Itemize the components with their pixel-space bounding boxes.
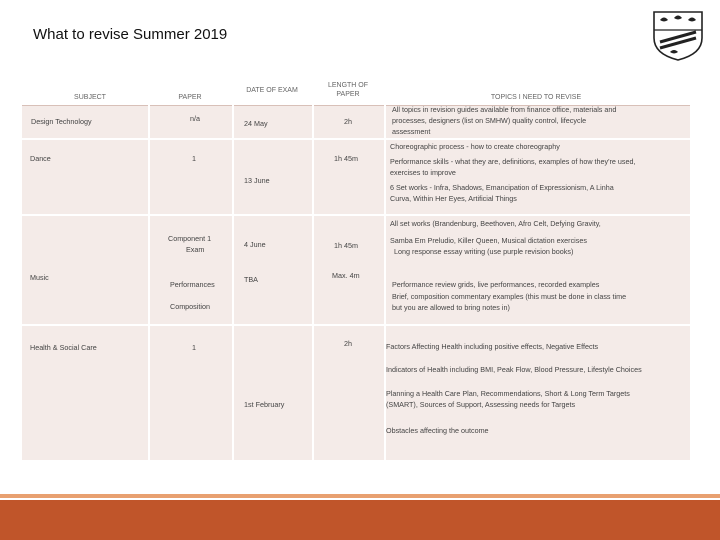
paper-value: Exam [186,245,205,254]
row-divider [22,324,690,326]
topic-line: Curva, Within Her Eyes, Artificial Things [390,194,517,203]
page-title: What to revise Summer 2019 [33,26,228,43]
topic-line: exercises to improve [390,168,456,177]
topic-line: All set works (Brandenburg, Beethoven, Afro Celt, Defying Gravity, [390,219,601,228]
paper-value: Performances [170,280,215,289]
paper-value: Component 1 [168,234,212,243]
topic-line: (SMART), Sources of Support, Assessing needs for Targets [386,400,576,409]
row-divider [22,138,690,140]
header-date: DATE OF EXAM [246,87,298,94]
header-paper: PAPER [178,94,202,101]
topic-line: Performance review grids, live performances, recorded examples [392,280,600,289]
paper-length: Max. 4m [332,271,360,280]
column-divider [232,76,234,460]
header-subject: SUBJECT [74,94,106,101]
subject-design-technology: Design Technology [31,117,92,126]
footer-band [0,500,720,540]
paper-value: 1 [192,343,196,352]
column-divider [148,76,150,460]
topic-line: Long response essay writing (use purple revision books) [394,247,574,256]
topic-line: Choreographic process - how to create choreography [390,142,560,151]
topic-line: assessment [392,127,431,136]
topic-line: Performance skills - what they are, definitions, examples of how they're used, [390,157,636,166]
column-divider [312,76,314,460]
topic-line: Planning a Health Care Plan, Recommendations, Short & Long Term Targets [386,389,630,398]
topic-line: Indicators of Health including BMI, Peak Flow, Blood Pressure, Lifestyle Choices [386,365,642,374]
exam-date: 4 June [244,240,266,249]
paper-value: Composition [170,302,210,311]
exam-date: 13 June [244,176,270,185]
topic-line: All topics in revision guides available from finance office, materials and [392,105,617,114]
header-length-line1: LENGTH OF [327,82,369,89]
subject-music: Music [30,273,49,282]
exam-date: TBA [244,275,258,284]
paper-length: 2h [344,339,352,348]
topic-line: processes, designers (list on SMHW) quality control, lifecycle [392,116,587,125]
paper-value: n/a [190,114,200,123]
subject-health-social-care: Health & Social Care [30,343,97,352]
topic-line: Obstacles affecting the outcome [386,426,489,435]
footer-accent-line [0,494,720,498]
revision-table [22,76,690,460]
header-length-line2: PAPER [336,91,360,98]
topic-line: Factors Affecting Health including positive effects, Negative Effects [386,342,599,351]
paper-length: 1h 45m [334,241,358,250]
paper-value: 1 [192,154,196,163]
topic-line: 6 Set works - Infra, Shadows, Emancipation of Expressionism, A Linha [390,183,614,192]
exam-date: 24 May [244,119,268,128]
paper-length: 1h 45m [334,154,358,163]
topic-line: Samba Em Preludio, Killer Queen, Musical dictation exercises [390,236,587,245]
row-divider [22,214,690,216]
header-topics: TOPICS I NEED TO REVISE [490,94,582,101]
subject-dance: Dance [30,154,51,163]
topic-line: but you are allowed to bring notes in) [392,303,510,312]
topic-line: Brief, composition commentary examples (this must be done in class time [392,292,627,301]
school-crest-logo [648,8,708,62]
paper-length: 2h [344,117,352,126]
exam-date: 1st February [244,400,285,409]
